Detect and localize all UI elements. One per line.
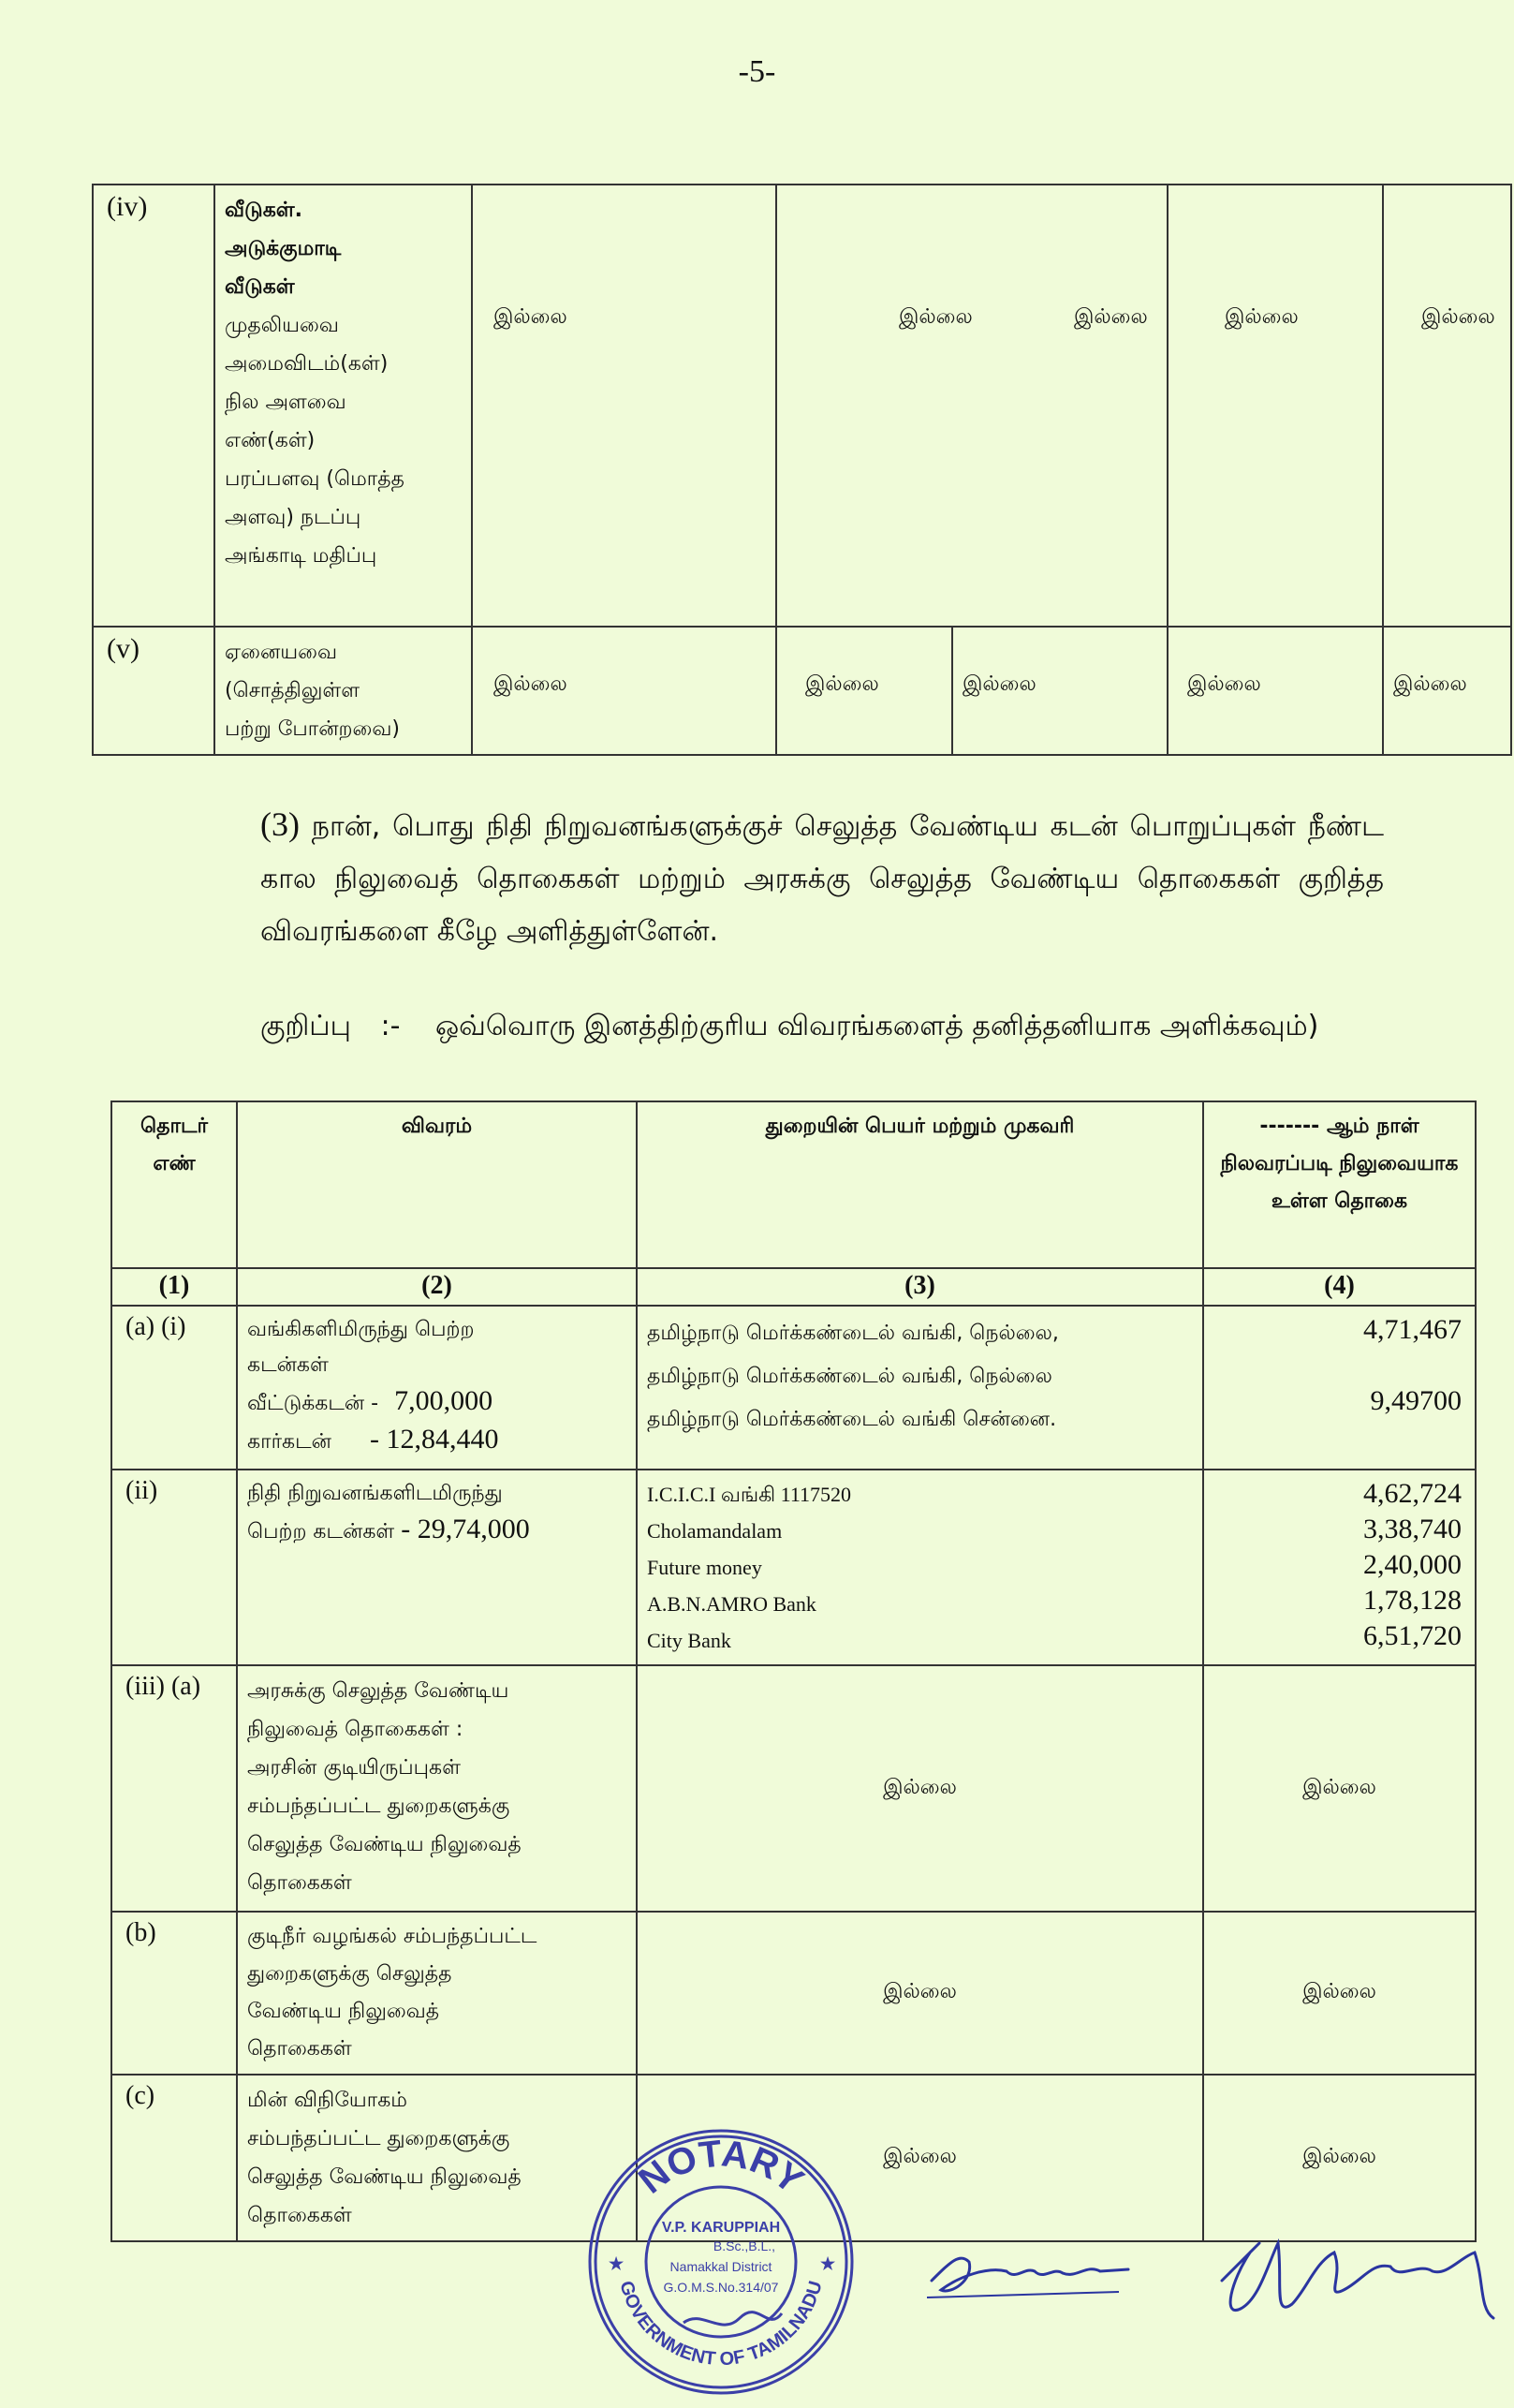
seal-registration: G.O.M.S.No.314/07 (663, 2280, 779, 2295)
description-line: நிலுவைத் தொகைகள் : (247, 1718, 463, 1741)
description-line: பற்று போன்றவை) (225, 717, 400, 741)
description-text: பெற்ற கடன்கள் (247, 1520, 395, 1544)
amount-value: 6,51,720 (1363, 1620, 1462, 1651)
loan-label: கார்கடன் (247, 1430, 331, 1454)
amount-cell (1203, 1470, 1476, 1665)
description-line: சம்பந்தப்பட்ட துறைகளுக்கு (247, 1795, 510, 1818)
description-line: கடன்கள் (247, 1353, 329, 1377)
row-description (237, 1306, 637, 1470)
signature-declarant (1203, 2224, 1503, 2342)
description-text: நில அளவை (225, 391, 346, 414)
description-line: துறைகளுக்கு செலுத்த (247, 1962, 452, 1986)
notary-seal (581, 2121, 861, 2402)
row-number: (ii) (111, 1470, 237, 1665)
description-line: அரசின் குடியிருப்புகள் (247, 1756, 461, 1780)
description-line: தொகைகள் (247, 2204, 352, 2227)
row-description (214, 185, 472, 627)
table-row (93, 185, 1511, 627)
column-header: தொடர் எண் (111, 1101, 237, 1268)
description-line: வீடுகள். (225, 199, 302, 222)
department-cell: இல்லை (637, 1665, 1203, 1912)
department-line: City Bank (647, 1629, 731, 1652)
value-cell: இல்லை (1383, 627, 1511, 755)
description-line: குடிநீர் வழங்கல் சம்பந்தப்பட்ட (247, 1925, 537, 1948)
description-line: தொகைகள் (247, 2037, 352, 2061)
row-description (237, 1665, 637, 1912)
description-line: செலுத்த வேண்டிய நிலுவைத் (247, 1833, 522, 1856)
description-heading (225, 191, 462, 306)
column-header: விவரம் (237, 1101, 637, 1268)
value-text: இல்லை (1074, 305, 1148, 329)
amount-value: 4,62,724 (1363, 1478, 1462, 1509)
department-line: I.C.I.C.I வங்கி 1117520 (647, 1483, 852, 1506)
loan-amount: 7,00,000 (394, 1385, 493, 1416)
value-cell: இல்லை (1383, 185, 1511, 627)
property-table (92, 184, 1512, 756)
table-header-row (111, 1101, 1476, 1268)
department-cell (637, 1306, 1203, 1470)
seal-scribble (684, 2312, 782, 2326)
loan-amount: - 12,84,440 (369, 1424, 499, 1455)
description-line: அரசுக்கு செலுத்த வேண்டிய (247, 1679, 509, 1703)
row-number: (c) (111, 2075, 237, 2241)
note-text: ஒவ்வொரு இனத்திற்குரிய விவரங்களைத் தனித்தனியாக அளிக்கவும்) (434, 1010, 1319, 1042)
table-row (93, 627, 1511, 755)
column-number: (1) (111, 1268, 237, 1306)
row-description (214, 627, 472, 755)
department-line: A.B.N.AMRO Bank (647, 1592, 816, 1616)
value-cell: இல்லை (952, 627, 1168, 755)
column-number-row (111, 1268, 1476, 1306)
description-line: (சொத்திலுள்ள (225, 679, 360, 702)
column-header: ------- ஆம் நாள் நிலவரப்படி நிலுவையாக உள்ள தொகை (1203, 1101, 1476, 1268)
paragraph-text: நான், பொது நிதி நிறுவனங்களுக்குச் செலுத்த வேண்டிய கடன் பொறுப்புகள் நீண்ட கால நிலுவைத் தொகைகள் மற்றும் அரசுக்கு செலுத்த வேண்டிய தொகைகள் குறித்த விவரங்களை கீழே அளித்துள்ளேன். (260, 810, 1384, 948)
description-line: அளவு) நடப்பு (225, 506, 361, 529)
column-header: துறையின் பெயர் மற்றும் முகவரி (637, 1101, 1203, 1268)
note (260, 1000, 1384, 1053)
table-row (111, 1912, 1476, 2075)
table-row (111, 1470, 1476, 1665)
value-cell (776, 185, 1168, 627)
department-cell: இல்லை (637, 1912, 1203, 2075)
row-description (237, 1912, 637, 2075)
value-cell: இல்லை (472, 627, 776, 755)
amount-value: 4,71,467 (1363, 1314, 1462, 1345)
row-number: (iv) (93, 185, 214, 627)
amount-cell: இல்லை (1203, 1912, 1476, 2075)
description-line (247, 1312, 626, 1348)
loan-line (247, 1422, 626, 1460)
seal-star-right: ★ (820, 2254, 836, 2273)
row-description (237, 2075, 637, 2241)
department-cell: இல்லை (637, 2075, 1203, 2241)
amount-value: 1,78,128 (1363, 1585, 1462, 1616)
description-line (225, 383, 462, 421)
loan-label: வீட்டுக்கடன் - (247, 1392, 379, 1415)
page-number: -5- (738, 54, 776, 89)
description-line: வேண்டிய நிலுவைத் (247, 2000, 440, 2023)
column-number: (2) (237, 1268, 637, 1306)
note-separator: :- (380, 1010, 401, 1042)
description-text: வங்கிகளிமிருந்து பெற்ற (247, 1318, 475, 1341)
seal-name: V.P. KARUPPIAH (661, 2220, 781, 2236)
note-label: குறிப்பு (260, 1010, 351, 1042)
value-cell: இல்லை (472, 185, 776, 627)
department-line: தமிழ்நாடு மெர்க்கண்டைல் வங்கி, நெல்லை, (647, 1322, 1059, 1345)
amount-value: 9,49700 (1370, 1385, 1462, 1416)
description-line: அமைவிடம்(கள்) (225, 352, 389, 376)
description-line: பரப்பளவு (மொத்த (225, 467, 404, 491)
table-row (111, 1306, 1476, 1470)
department-cell (637, 1470, 1203, 1665)
seal-degree: B.Sc.,B.L., (713, 2238, 776, 2253)
value-cell: இல்லை (1168, 627, 1383, 755)
row-description (237, 1470, 637, 1665)
seal-district: Namakkal District (669, 2259, 772, 2274)
description-line: சம்பந்தப்பட்ட துறைகளுக்கு (247, 2127, 510, 2150)
department-line: தமிழ்நாடு மெர்க்கண்டைல் வங்கி, நெல்லை (647, 1365, 1052, 1388)
description-line: மின் விநியோகம் (247, 2089, 407, 2112)
seal-bottom-text: GOVERNMENT OF TAMILNADU (615, 2278, 827, 2371)
seal-star-left: ★ (609, 2254, 625, 2273)
row-number: (a) (i) (111, 1306, 237, 1470)
description-line: எண்(கள்) (225, 429, 316, 452)
section-marker: (3) (260, 805, 300, 843)
section-3-paragraph (260, 798, 1384, 958)
amount-cell: இல்லை (1203, 1665, 1476, 1912)
description-line: முதலியவை (225, 314, 339, 337)
description-line: தொகைகள் (247, 1871, 352, 1895)
row-number: (b) (111, 1912, 237, 2075)
description-line (247, 1512, 626, 1550)
description-line: வீடுகள் (225, 275, 295, 299)
department-line: தமிழ்நாடு மெர்க்கண்டைல் வங்கி சென்னை. (647, 1408, 1057, 1431)
description-line: அடுக்குமாடி (225, 237, 342, 260)
amount-cell: இல்லை (1203, 2075, 1476, 2241)
department-line: Cholamandalam (647, 1519, 783, 1543)
description-line: நிதி நிறுவனங்களிடமிருந்து (247, 1482, 503, 1505)
value-cell: இல்லை (1168, 185, 1383, 627)
department-line: Future money (647, 1556, 762, 1579)
signature-witness (922, 2243, 1138, 2309)
row-number: (v) (93, 627, 214, 755)
description-line: செலுத்த வேண்டிய நிலுவைத் (247, 2165, 522, 2189)
column-number: (3) (637, 1268, 1203, 1306)
row-number: (iii) (a) (111, 1665, 237, 1912)
loan-line (247, 1383, 626, 1422)
table-row (111, 1665, 1476, 1912)
column-number: (4) (1203, 1268, 1476, 1306)
value-cell: இல்லை (776, 627, 952, 755)
loan-amount: - 29,74,000 (401, 1514, 530, 1544)
value-text: இல்லை (899, 305, 973, 329)
description-line: ஏனையவை (225, 641, 338, 664)
debt-table (110, 1101, 1477, 2242)
amount-cell (1203, 1306, 1476, 1470)
amount-value: 2,40,000 (1363, 1549, 1462, 1580)
description-line: அங்காடி மதிப்பு (225, 544, 377, 568)
seal-top-text: NOTARY (631, 2133, 812, 2202)
amount-value: 3,38,740 (1363, 1514, 1462, 1544)
